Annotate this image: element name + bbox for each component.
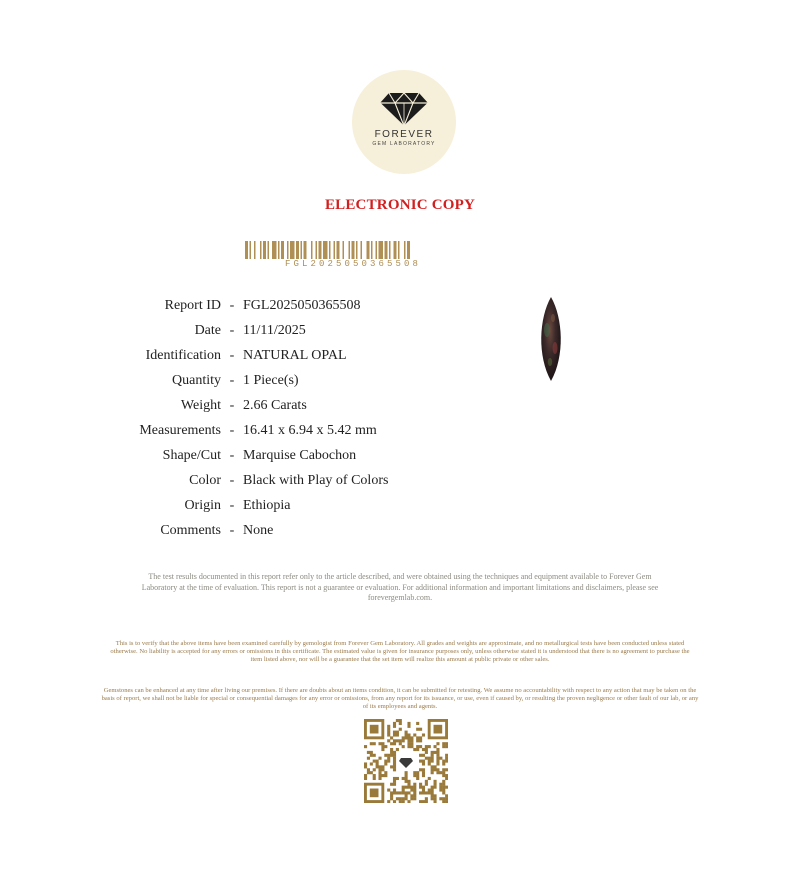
field-label: Shape/Cut (162, 447, 221, 463)
electronic-copy-banner: ELECTRONIC COPY (324, 197, 476, 213)
field-row (100, 343, 388, 368)
logo-name: FOREVER (374, 129, 434, 140)
field-separator: - (229, 472, 235, 488)
field-value: 11/11/2025 (243, 322, 306, 338)
field-value: None (243, 522, 274, 538)
field-separator: - (229, 497, 235, 513)
field-label: Date (194, 322, 221, 338)
field-row (100, 318, 388, 343)
field-separator: - (229, 447, 235, 463)
barcode-number: FGL2025050365508 (284, 259, 421, 269)
field-value: FGL2025050365508 (243, 297, 361, 313)
field-row (100, 393, 388, 418)
field-row (100, 518, 388, 543)
field-separator: - (229, 322, 235, 338)
disclaimer-verify: This is to verify that the above items have been examined carefully by gemologist from Forever Gem Laboratory. All grades and weights are approximate, and no metallurgical tests have been conducted unless stated otherwise. No liability is accepted for any errors or omissions in this certificate. The estimated value is given for insurance purposes only, unless otherwise stated it is understood that there is no agreement to purchase the item listed above, nor will be a guarantee that the set item will realize this amount at public private or other sales. (110, 640, 690, 663)
barcode (245, 241, 461, 259)
field-label: Report ID (164, 297, 221, 313)
field-label: Comments (160, 522, 221, 538)
field-separator: - (229, 522, 235, 538)
field-row (100, 493, 388, 518)
field-row (100, 468, 388, 493)
report-fields (100, 293, 388, 543)
diamond-icon (379, 91, 429, 127)
field-separator: - (229, 397, 235, 413)
field-row (100, 443, 388, 468)
logo-subtitle: GEM LABORATORY (372, 141, 436, 147)
field-label: Weight (180, 397, 221, 413)
field-value: 2.66 Carats (243, 397, 307, 413)
field-value: 1 Piece(s) (243, 372, 299, 388)
field-label: Measurements (139, 422, 221, 438)
field-value: Black with Play of Colors (243, 472, 389, 488)
opal-gem-image (536, 296, 566, 382)
field-label: Origin (184, 497, 221, 513)
qr-code (364, 719, 448, 803)
field-value: NATURAL OPAL (243, 347, 347, 363)
field-label: Quantity (172, 372, 221, 388)
disclaimer-enhance: Gemstones can be enhanced at any time after living our premises. If there are doubts about an items condition, it can be submitted for retesting. We assume no accountability with respect to any action that may be taken on the basis of report, we shall not be liable for special or consequential damages for any error or omissions, from any report for its issuance, or use, even if caused by, or resulting the proven negligence or other fault of our lab, or any of its employees and agents. (101, 687, 699, 710)
field-value: 16.41 x 6.94 x 5.42 mm (243, 422, 377, 438)
field-label: Color (189, 472, 221, 488)
lab-logo (352, 70, 456, 174)
disclaimer-main: The test results documented in this report refer only to the article described, and were obtained using the techniques and equipment available to Forever Gem Laboratory at the time of evaluation. This report is not a guarantee or evaluation. For additional information and important limitations and disclaimers, please see forevergemlab.com. (141, 572, 659, 602)
field-label: Identification (145, 347, 221, 363)
field-value: Ethiopia (243, 497, 291, 513)
field-value: Marquise Cabochon (243, 447, 357, 463)
field-separator: - (229, 422, 235, 438)
field-row (100, 293, 388, 318)
field-row (100, 418, 388, 443)
field-separator: - (229, 372, 235, 388)
field-separator: - (229, 347, 235, 363)
field-separator: - (229, 297, 235, 313)
field-row (100, 368, 388, 393)
